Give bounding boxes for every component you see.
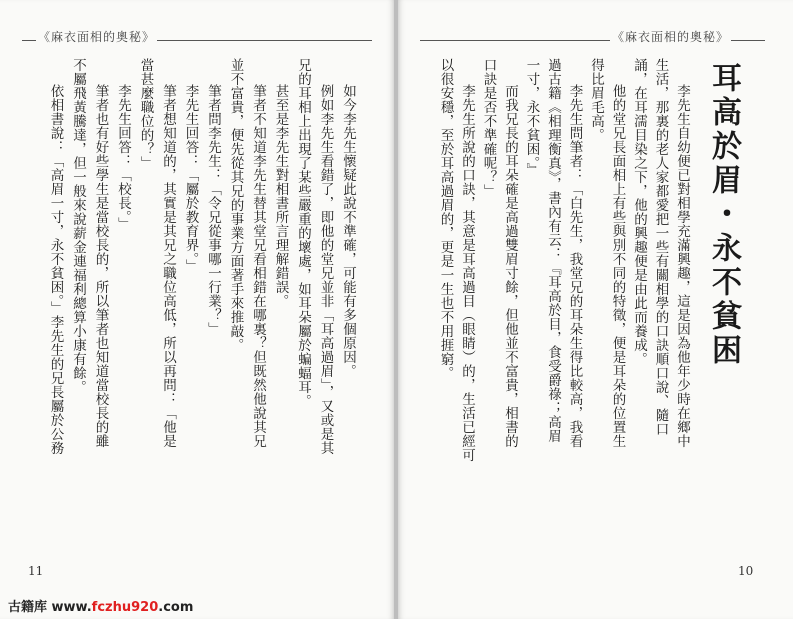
watermark-suffix: .com (158, 600, 194, 615)
left-page-text-column: 李先生回答：「校長。」 (115, 84, 131, 232)
right-page-text-column: 過古籍《相理衡真》，書內有云：『耳高於目，食受爵祿；高眉 (545, 58, 561, 444)
right-running-head: 《麻衣面相的奧秘》 (612, 30, 730, 44)
left-page-text-column: 不屬飛黃騰達，但一般來說薪金連福利總算小康有餘。 (70, 58, 86, 394)
left-page-text-column: 並不富貴，便先從其兄的事業方面著手來推敲。 (227, 58, 244, 352)
left-page-text-column: 例如李先生看錯了，即他的堂兄並非「耳高過眉」，又或是其 (317, 84, 334, 456)
right-page-text-column: 一寸，永不貧困。』 (523, 58, 540, 178)
left-page-text-column: 甚至是李先生對相書所言理解錯誤。 (272, 84, 289, 308)
left-page-text-column: 李先生回答：「屬於教育界。」 (182, 84, 199, 274)
right-page-text-column: 誦，在耳濡目染之下，他的興趣便是由此而養成。 (631, 58, 647, 366)
right-page-text-column: 以很安穩，至於耳高過眉的，更是一生也不用捱窮。 (437, 58, 454, 380)
left-page-text-column: 依相書說：「高眉一寸，永不貧困。」李先生的兄長屬於公務 (47, 84, 64, 456)
watermark-prefix: 古籍库 www. (8, 600, 92, 615)
page-number-left: 11 (28, 564, 44, 578)
left-page-text-column: 兄的耳相上出現了某些嚴重的壞處，如耳朵屬於蝙蝠耳。 (295, 58, 311, 408)
page-number-right: 10 (738, 564, 754, 578)
right-page-text-column: 李先生自幼便已對相學充滿興趣，這是因為他年少時在鄉中 (674, 84, 690, 448)
right-page-text-column: 口訣是否不準確呢？」 (480, 58, 497, 198)
left-running-head: 《麻衣面相的奧秘》 (38, 30, 156, 44)
right-page-text-column: 生活，那裏的老人家都愛把一些有關相學的口訣順口說、隨口 (652, 58, 669, 436)
book-gutter (394, 0, 398, 619)
right-page-text-column: 而我兄長的耳朵確是高過雙眉寸餘，但他並不富貴，相書的 (502, 84, 518, 448)
left-page-text-column: 筆者不知道李先生替其堂兄看相錯在哪裏？但既然他說其兄 (250, 84, 266, 448)
site-watermark (8, 596, 193, 615)
right-page-text-column: 李先生問筆者：「白先生，我堂兄的耳朵生得比較高，我看 (566, 84, 583, 448)
right-page-text-column: 他的堂兄長面相上有些與別不同的特徵，便是耳朵的位置生 (609, 84, 626, 448)
left-page-text-column: 筆者想知道的，其實是其兄之職位高低，所以再問：「他是 (160, 84, 176, 448)
left-page-text-column: 當甚麼職位的？」 (137, 58, 154, 170)
watermark-domain: fczhu920 (91, 600, 159, 615)
right-page-text-column: 得比眉毛高。 (588, 58, 604, 142)
left-page-text-column: 筆者問李先生：「令兄從事哪一行業？」 (205, 84, 221, 336)
right-page-text-column: 李先生所說的口訣，其意是耳高過目（眼睛）的，生活已經可 (459, 84, 475, 462)
left-page-text-column: 如今李先生懷疑此說不準確，可能有多個原因。 (340, 84, 356, 378)
left-page-text-column: 筆者也有好些學生是當校長的，所以筆者也知道當校長的雖 (92, 84, 109, 448)
chapter-title: 耳高於眉・永不貧困 (706, 62, 741, 368)
